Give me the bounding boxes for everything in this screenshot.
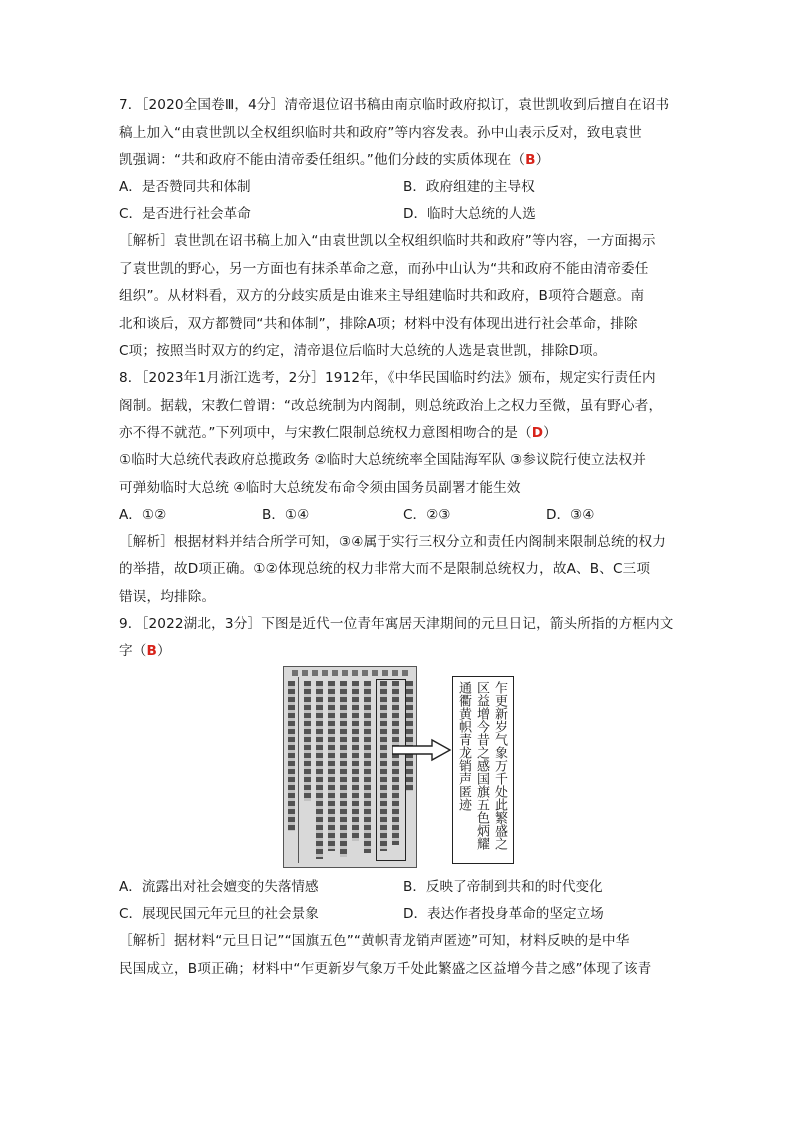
diary-scan-image [283,666,417,868]
transcription-column-left: 通衢黄帜青龙销声匿迹 [456,681,471,811]
q9-option-d: D．表达作者投身革命的坚定立场 [403,906,604,922]
diary-column [340,681,347,857]
q7-explanation-line-1: ［解析］袁世凯在诏书稿上加入“由袁世凯以全权组织临时共和政府”等内容，一方面揭示 [119,233,656,249]
q9-option-a: A．流露出对社会嬗变的失落情感 [119,879,319,895]
diary-column [328,681,335,851]
q8-option-d: D．③④ [546,507,595,523]
diary-rule-line [298,677,299,863]
diary-header-strip [292,670,410,676]
q7-explanation-line-3: 组织”。从材料看，双方的分歧实质是由谁来主导组建临时共和政府，B项符合题意。南 [119,288,645,304]
diary-column [364,681,371,853]
q7-stem-line-3 [119,151,549,169]
q7-stem-close: ） [535,152,550,168]
diary-column [316,681,323,859]
q7-stem-line-1: 7．［2020全国卷Ⅲ，4分］清帝退位诏书稿由南京临时政府拟订，袁世凯收到后擅自在诏书 [119,97,670,113]
q9-option-b: B．反映了帝制到共和的时代变化 [403,879,603,895]
q9-explanation-line-1: ［解析］据材料“元旦日记”“国旗五色”“黄帜青龙销声匿迹”可知，材料反映的是中华 [119,933,630,949]
q9-stem-text: 字（ [119,643,147,659]
q7-answer: B [525,152,536,168]
q8-option-a: A．①② [119,507,167,523]
q8-explanation-line-3: 错误，均排除。 [119,589,216,605]
q8-stem-line-2: 阁制。据载，宋教仁曾谓：“改总统制为内阁制，则总统政治上之权力至微，虽有野心者， [119,398,663,414]
transcription-column-right: 乍更新岁气象万千处此繁盛之 [492,681,507,850]
q8-answer: D [531,425,544,441]
diary-column [304,681,311,801]
q8-stem-line-1: 8．［2023年1月浙江选考，2分］1912年，《中华民国临时约法》颁布，规定实行责任内 [119,370,656,386]
q9-stem-line-1: 9．［2022湖北，3分］下图是近代一位青年寓居天津期间的元旦日记，箭头所指的方框内文 [119,616,674,632]
q8-statements-line-1: ①临时大总统代表政府总揽政务 ②临时大总统统率全国陆海军队 ③参议院行使立法权并 [119,452,646,468]
q8-option-b: B．①④ [262,507,310,523]
q8-explanation-line-1: ［解析］根据材料并结合所学可知，③④属于实行三权分立和责任内阁制来限制总统的权力 [119,534,666,550]
q7-option-c: C．是否进行社会革命 [119,206,251,222]
q7-option-b: B．政府组建的主导权 [403,179,535,195]
q8-stem-close: ） [543,425,557,441]
diary-column [288,681,295,831]
q9-stem-line-2 [119,642,171,660]
q9-option-c: C．展现民国元年元旦的社会景象 [119,906,319,922]
transcription-column-middle: 区益增今昔之感国旗五色炳耀 [474,681,489,850]
diary-transcription-box [452,676,514,864]
q8-explanation-line-2: 的举措，故D项正确。①②体现总统的权力非常大而不是限制总统权力，故A、B、C三项 [119,561,651,577]
q8-stem-text: 亦不得不就范。”下列项中，与宋教仁限制总统权力意图相吻合的是（ [119,425,532,441]
q9-answer: B [146,643,158,659]
q8-option-c: C．②③ [403,507,451,523]
q9-stem-close: ） [157,643,171,659]
q7-stem-text: 凯强调：“共和政府不能由清帝委任组织。”他们分歧的实质体现在（ [119,152,526,168]
right-arrow-icon [392,738,452,762]
diary-column [406,681,413,791]
diary-highlight-box [376,679,406,861]
q7-explanation-line-5: C项；按照当时双方的约定，清帝退位后临时大总统的人选是袁世凯，排除D项。 [119,343,607,359]
q8-statements-line-2: 可弹劾临时大总统 ④临时大总统发布命令须由国务员副署才能生效 [119,480,521,496]
q7-explanation-line-2: 了袁世凯的野心，另一方面也有抹杀革命之意，而孙中山认为“共和政府不能由清帝委任 [119,261,649,277]
q8-stem-line-3 [119,424,557,442]
q7-option-d: D．临时大总统的人选 [403,206,536,222]
diary-column [352,681,359,841]
q7-stem-line-2: 稿上加入“由袁世凯以全权组织临时共和政府”等内容发表。孙中山表示反对，致电袁世 [119,125,642,141]
q9-explanation-line-2: 民国成立，B项正确；材料中“乍更新岁气象万千处此繁盛之区益增今昔之感”体现了该青 [119,961,652,977]
q7-option-a: A．是否赞同共和体制 [119,179,251,195]
q7-explanation-line-4: 北和谈后，双方都赞同“共和体制”，排除A项；材料中没有体现出进行社会革命，排除 [119,316,638,332]
